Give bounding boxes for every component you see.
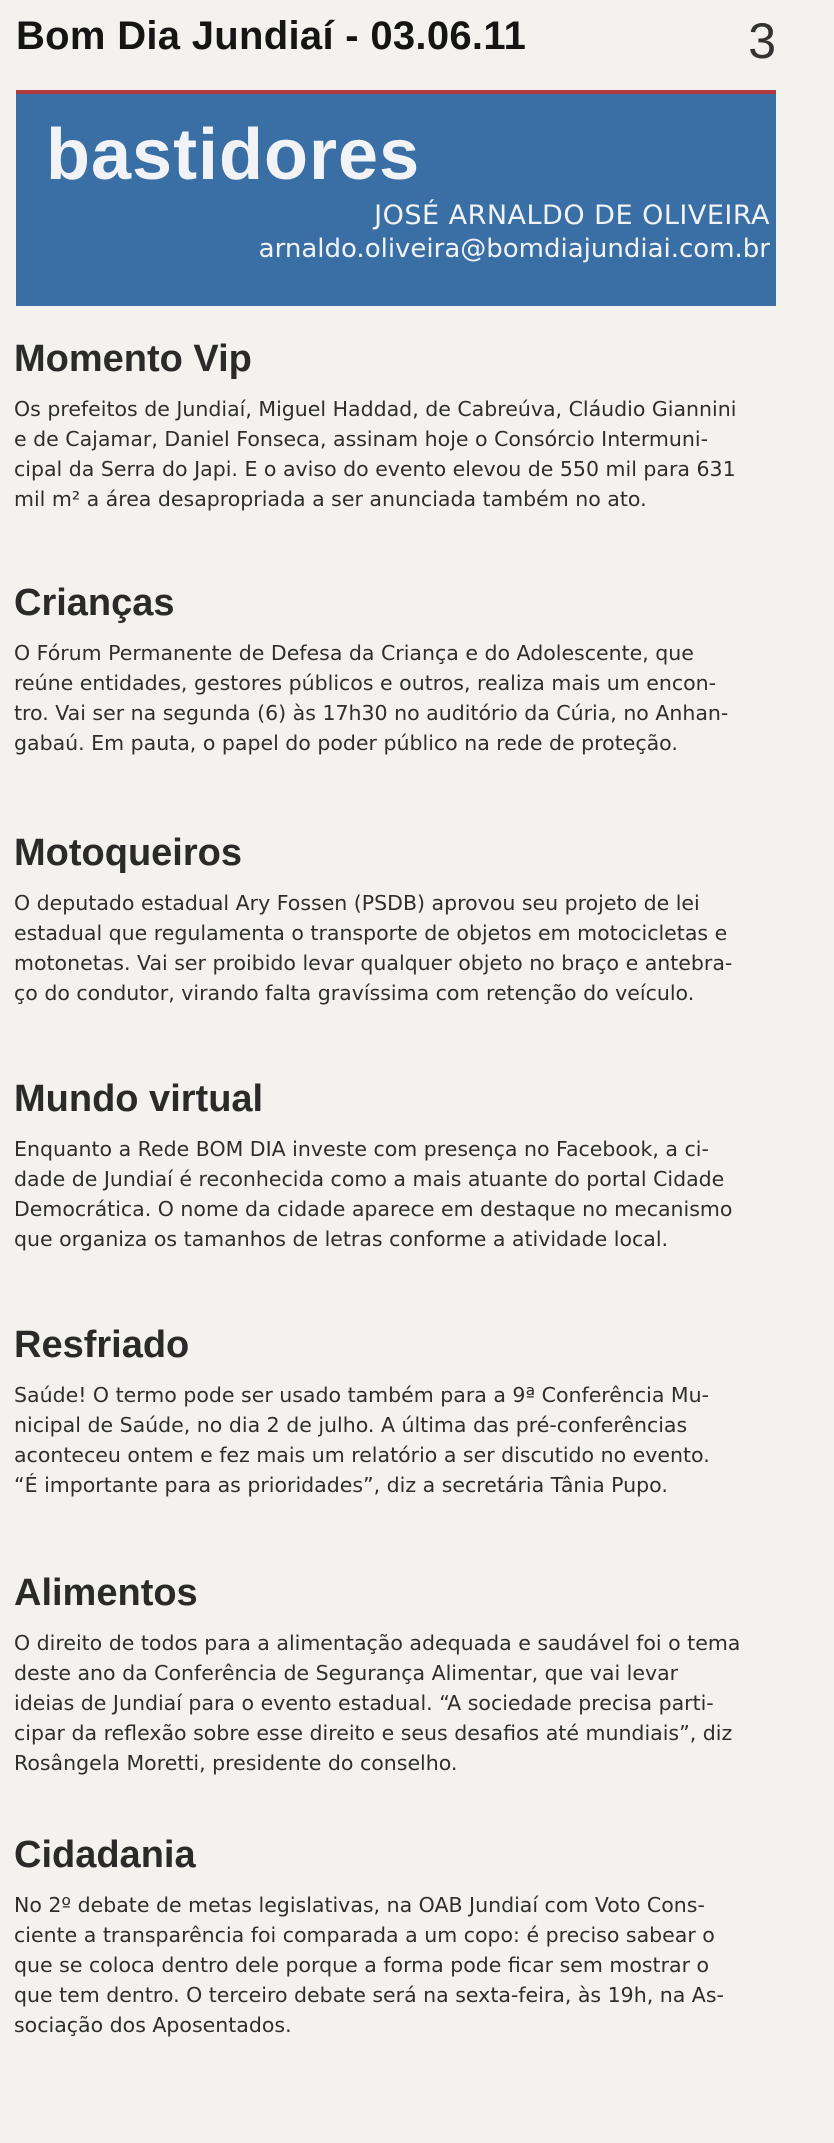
article-heading: Momento Vip — [14, 338, 252, 380]
article-heading: Crianças — [14, 582, 175, 624]
column-banner — [16, 90, 776, 306]
column-title: bastidores — [46, 115, 421, 195]
article-body: Saúde! O termo pode ser usado também para a 9ª Conferência Mu- nicipal de Saúde, no dia 2 de julho. A última das pré-conferências aconteceu ontem e fez mais um relatório a ser discutido no evento. “É importante para as prioridades”, diz a secretária Tânia Pupo. — [14, 1383, 710, 1497]
article-alimentos — [14, 1570, 784, 1778]
article-heading: Cidadania — [14, 1834, 196, 1876]
page-number: 3 — [748, 13, 776, 69]
article-body: O direito de todos para a alimentação adequada e saudável foi o tema deste ano da Conferência de Segurança Alimentar, que vai levar ideias de Jundiaí para o evento estadual. “A sociedade precisa parti- cipar da reflexão sobre esse direito e seus desafios até mundiais”, diz Rosângela Moretti, presidente do conselho. — [14, 1631, 741, 1775]
article-body: No 2º debate de metas legislativas, na OAB Jundiaí com Voto Cons- ciente a transparência foi comparada a um copo: é preciso sabear o que se coloca dentro dele porque a forma pode ficar sem mostrar o que tem dentro. O terceiro debate será na sexta-feira, às 19h, na As- sociação dos Aposentados. — [14, 1893, 724, 2037]
article-heading: Mundo virtual — [14, 1078, 264, 1120]
article-motoqueiros — [14, 830, 784, 1008]
article-heading: Motoqueiros — [14, 832, 242, 874]
publication-title: Bom Dia Jundiaí - 03.06.11 — [16, 14, 527, 58]
article-heading: Resfriado — [14, 1324, 190, 1366]
article-momento-vip — [14, 336, 784, 514]
article-mundo-virtual — [14, 1076, 784, 1254]
author-email: arnaldo.oliveira@bomdiajundiai.com.br — [258, 234, 770, 264]
article-cidadania — [14, 1832, 784, 2040]
article-body: O deputado estadual Ary Fossen (PSDB) aprovou seu projeto de lei estadual que regulamenta o transporte de objetos em motocicletas e motonetas. Vai ser proibido levar qualquer objeto no braço e antebra- ço do condutor, virando falta gravíssima com retenção do veículo. — [14, 891, 733, 1005]
article-body: Os prefeitos de Jundiaí, Miguel Haddad, de Cabreúva, Cláudio Giannini e de Cajamar, Daniel Fonseca, assinam hoje o Consórcio Intermuni- cipal da Serra do Japi. E o aviso do evento elevou de 550 mil para 631 mil m² a área desapropriada a ser anunciada também no ato. — [14, 397, 737, 511]
article-body: Enquanto a Rede BOM DIA investe com presença no Facebook, a ci- dade de Jundiaí é reconhecida como a mais atuante do portal Cidade Democrática. O nome da cidade aparece em destaque no mecanismo que organiza os tamanhos de letras conforme a atividade local. — [14, 1137, 733, 1251]
article-heading: Alimentos — [14, 1572, 198, 1614]
article-body: O Fórum Permanente de Defesa da Criança e do Adolescente, que reúne entidades, gestores públicos e outros, realiza mais um encon- tro. Vai ser na segunda (6) às 17h30 no auditório da Cúria, no Anhan- gabaú. Em pauta, o papel do poder público na rede de proteção. — [14, 641, 729, 755]
author-name: JOSÉ ARNALDO DE OLIVEIRA — [374, 200, 770, 231]
page-header — [16, 13, 816, 69]
article-resfriado — [14, 1322, 784, 1500]
article-criancas — [14, 580, 784, 758]
